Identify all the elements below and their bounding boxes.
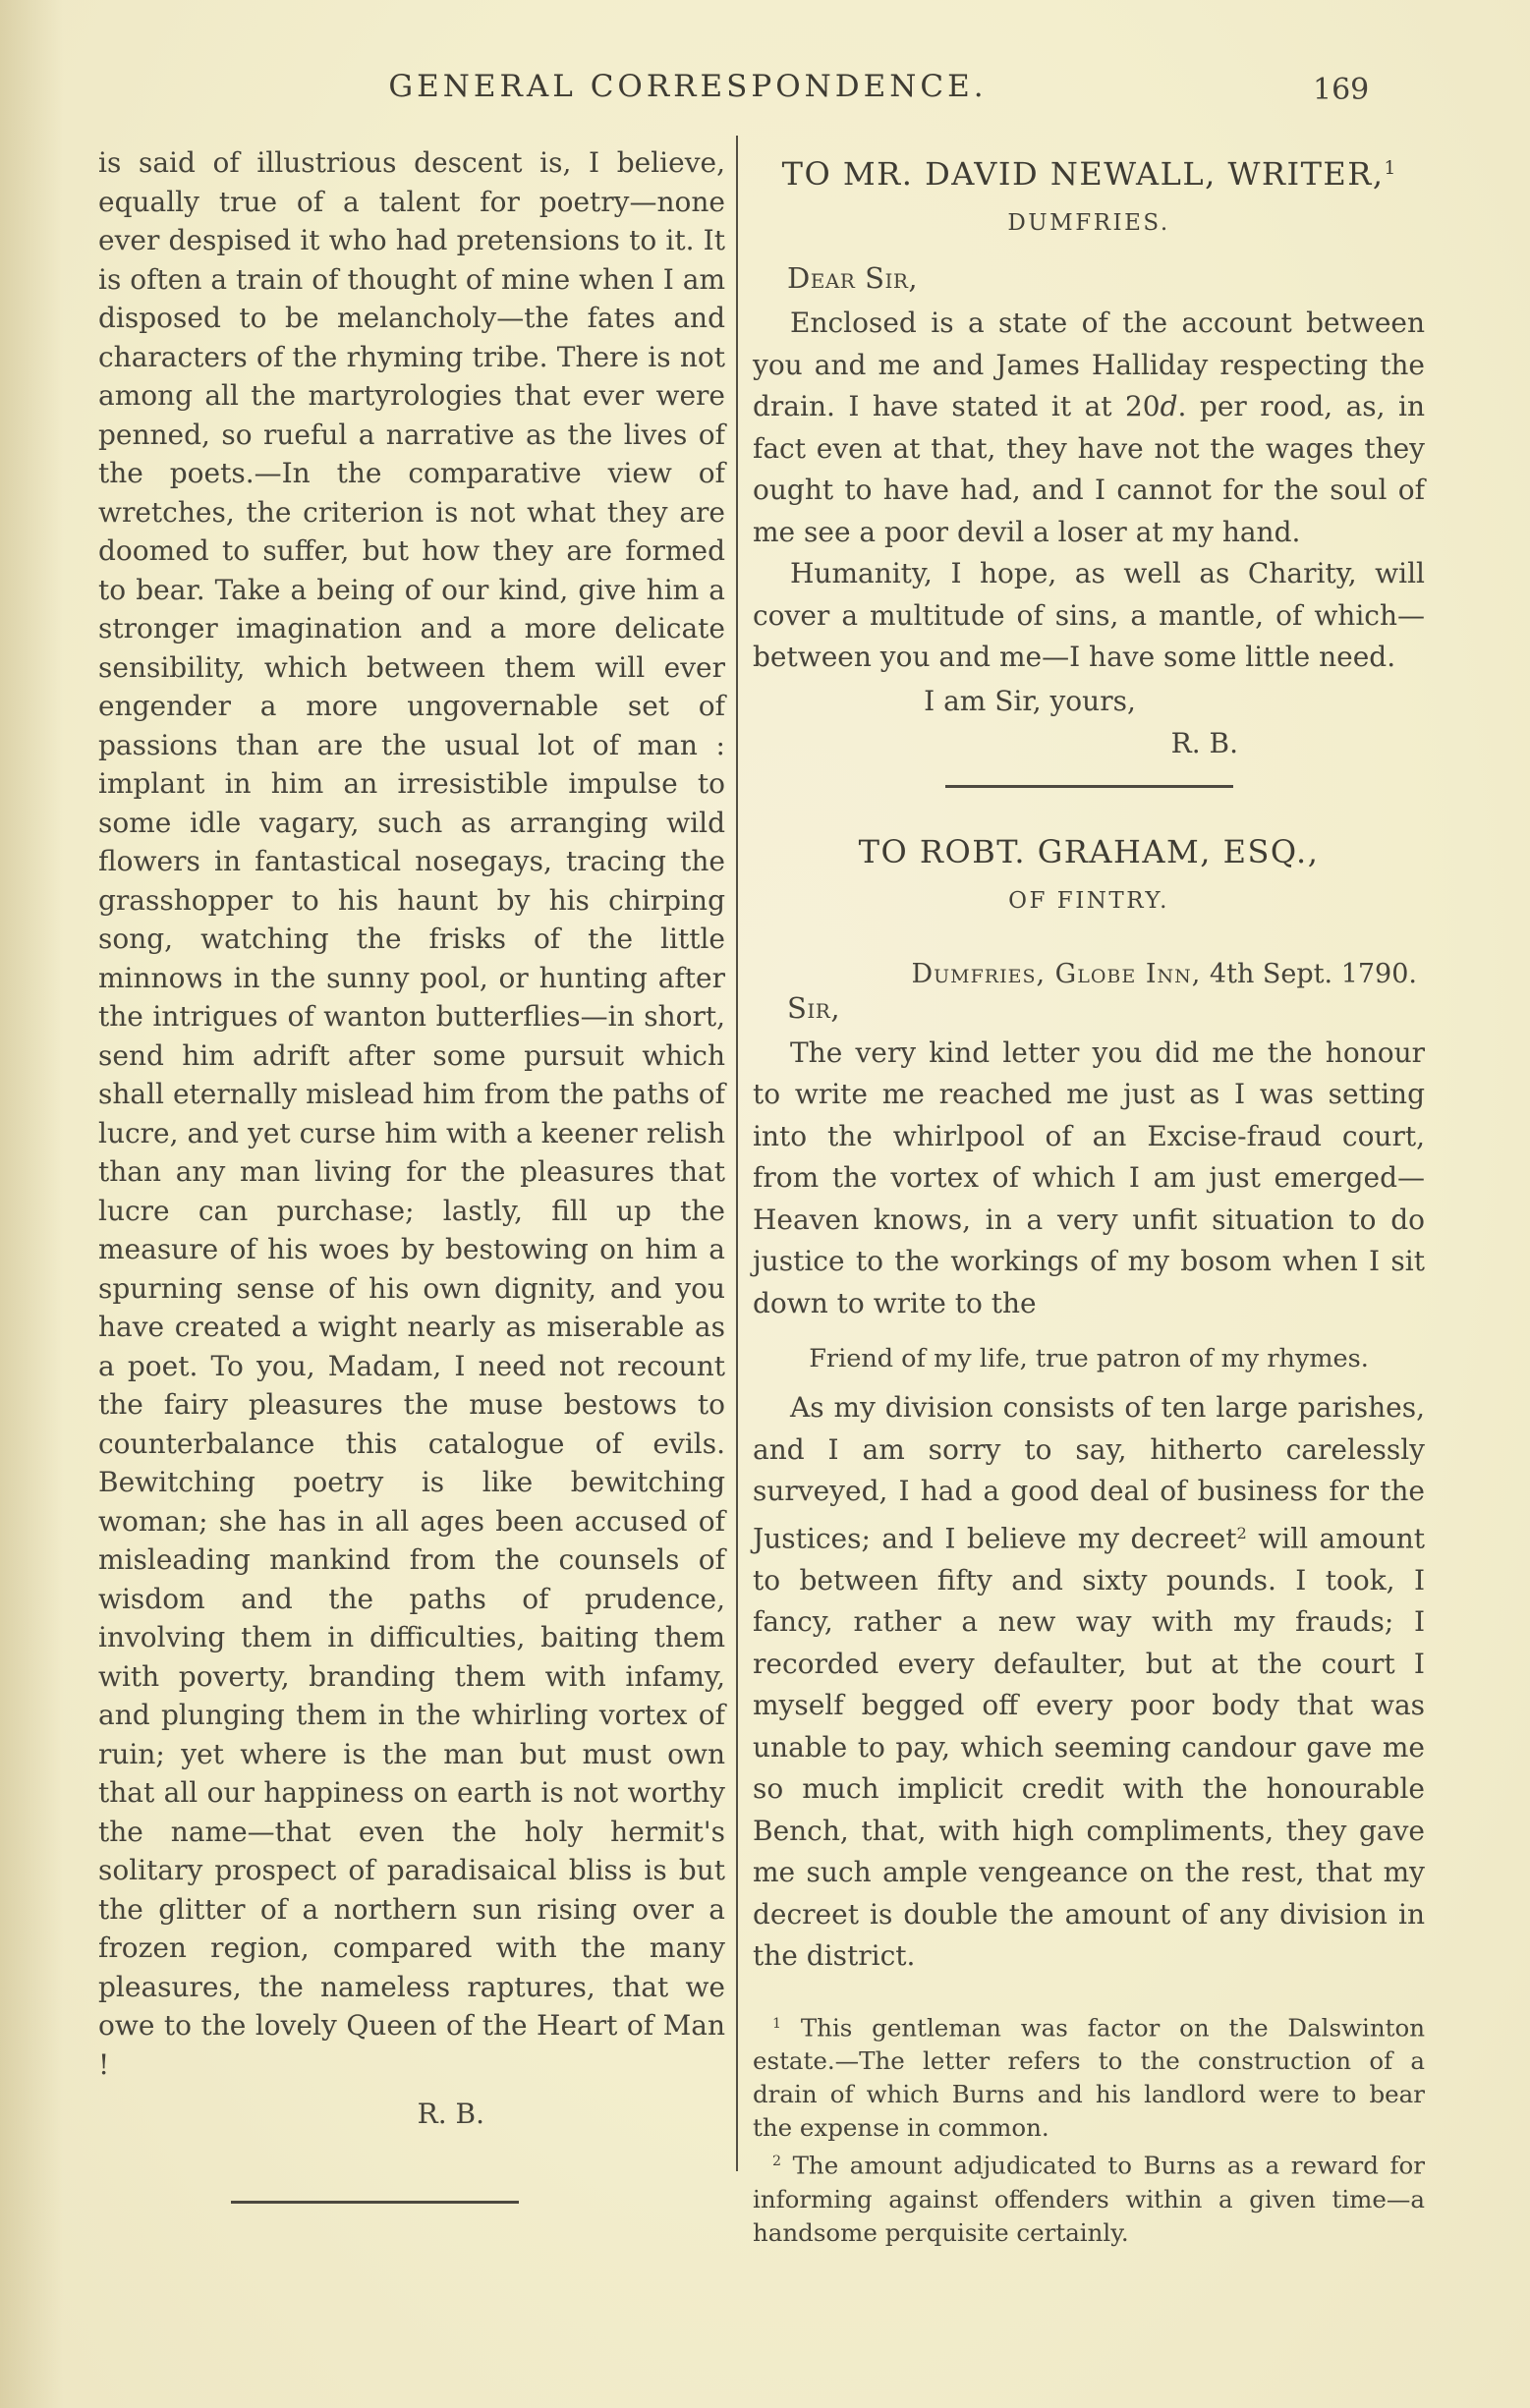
dateline-place: Dumfries, Globe Inn, <box>911 958 1202 989</box>
left-column <box>98 143 725 2204</box>
letter-newall-valediction: I am Sir, yours, <box>924 684 1136 717</box>
letter-separator-rule <box>945 785 1233 788</box>
paragraph-text: . per rood, as, in fact even at that, they have not the wages they ought to have had, and I cannot for the soul of me see a poor devil a loser at my hand. <box>753 390 1425 548</box>
paragraph-text: will amount to between fifty and sixty pounds. I took, I fancy, rather a new way with my frauds; I recorded every defaulter, but at the court I myself begged off every poor body that was unable to pay, which seeming candour gave me so much implicit credit with the honourable Bench, that, with high compliments, they gave me such ample vengeance on the rest, that my decreet is double the amount of any division in the district. <box>753 1522 1425 1973</box>
footnotes-block <box>753 2007 1425 2250</box>
letter-graham-title: TO ROBT. GRAHAM, ESQ., <box>858 832 1320 870</box>
signature-initials: R. B. <box>417 2098 484 2130</box>
letter-newall-salutation: Dear Sir, <box>787 261 919 295</box>
letter-graham-paragraph-2 <box>753 1387 1425 1978</box>
footnote-2-marker: 2 <box>772 2154 782 2170</box>
footnote-ref-1: 1 <box>1384 157 1396 179</box>
column-divider-rule <box>736 136 738 2171</box>
footnote-1-marker: 1 <box>772 2015 782 2032</box>
footnote-2-text: The amount adjudicated to Burns as a reward for informing against offenders within a given time—a handsome perquisite certainly. <box>753 2151 1425 2247</box>
page-gutter-shading <box>0 0 63 2408</box>
letter-newall-signature: R. B. <box>1170 726 1238 759</box>
letter-graham-dateline <box>753 959 1425 989</box>
right-column <box>753 155 1425 2250</box>
dateline-date: 4th Sept. 1790. <box>1201 958 1417 989</box>
letter-graham-paragraph-1: The very kind letter you did me the honour to write me reached me just as I was setting into the whirlpool of an Excise-fraud court, from the vortex of which I am just emerged—Heaven knows, in a very unfit situation to do justice to the workings of my bosom when I sit down to write to the <box>753 1036 1425 1319</box>
letter-newall-paragraph-2: Humanity, I hope, as well as Charity, will cover a multitude of sins, a mantle, of which—between you and me—I have some little need. <box>753 557 1425 673</box>
letter-graham-salutation: Sir, <box>787 990 841 1025</box>
footnote-1-text: This gentleman was factor on the Dalswinton estate.—The letter refers to the construction of a drain of which Burns and his landlord were to bear the expense in common. <box>753 2013 1425 2143</box>
paragraph-text: Enclosed is a state of the account between you and me and James Halliday respecting the drain. I have stated it at 20 <box>753 307 1425 422</box>
letter-newall-title <box>753 155 1425 193</box>
footnote-1 <box>753 2007 1425 2146</box>
pence-abbreviation: d <box>1160 390 1178 422</box>
section-end-rule <box>231 2201 519 2204</box>
page-number: 169 <box>1313 73 1370 107</box>
letter-graham-verse-line: Friend of my life, true patron of my rhymes. <box>809 1344 1369 1373</box>
footnote-ref-2: 2 <box>1236 1523 1247 1542</box>
letter-newall-paragraph-1 <box>753 303 1425 553</box>
letter-graham-subtitle: OF FINTRY. <box>1008 887 1169 914</box>
footnote-2 <box>753 2145 1425 2250</box>
letter-newall-title-text: TO MR. DAVID NEWALL, WRITER, <box>781 155 1385 193</box>
running-header: GENERAL CORRESPONDENCE. <box>388 69 988 104</box>
paragraph-text: As my division consists of ten large parishes, and I am sorry to say, hitherto carelessly surveyed, I had a good deal of business for the Justices; and I believe my decreet <box>753 1391 1425 1555</box>
letter-continuation-text: is said of illustrious descent is, I believe, equally true of a talent for poetry—none ever despised it who had pretensions to it. It is often a train of thought of mine when I am disposed to be melancholy—the fates and characters of the rhyming tribe. There is not among all the martyrologies that ever were penned, so rueful a narrative as the lives of the poets.—In the comparative view of wretches, the criterion is not what they are doomed to suffer, but how they are formed to bear. Take a being of our kind, give him a stronger imagination and a more delicate sensibility, which between them will ever engender a more ungovernable set of passions than are the usual lot of man : implant in him an irresistible impulse to some idle vagary, such as arranging wild flowers in fantastical nosegays, tracing the grasshopper to his haunt by his chirping song, watching the frisks of the little minnows in the sunny pool, or hunting after the intrigues of wanton butterflies—in short, send him adrift after some pursuit which shall eternally mislead him from the paths of lucre, and yet curse him with a keener relish than any man living for the pleasures that lucre can purchase; lastly, fill up the measure of his woes by bestowing on him a spurning sense of his own dignity, and you have created a wight nearly as miserable as a poet. To you, Madam, I need not recount the fairy pleasures the muse bestows to counterbalance this catalogue of evils. Bewitching poetry is like bewitching woman; she has in all ages been accused of misleading mankind from the counsels of wisdom and the paths of prudence, involving them in difficulties, baiting them with poverty, branding them with infamy, and plunging them in the whirling vortex of ruin; yet where is the man but must own that all our happiness on earth is not worthy the name—that even the holy hermit's solitary prospect of paradisaical bliss is but the glitter of a northern sun rising over a frozen region, compared with the many pleasures, the nameless raptures, that we owe to the lovely Queen of the Heart of Man ! <box>98 146 725 2081</box>
letter-newall-place: DUMFRIES. <box>1007 210 1170 236</box>
